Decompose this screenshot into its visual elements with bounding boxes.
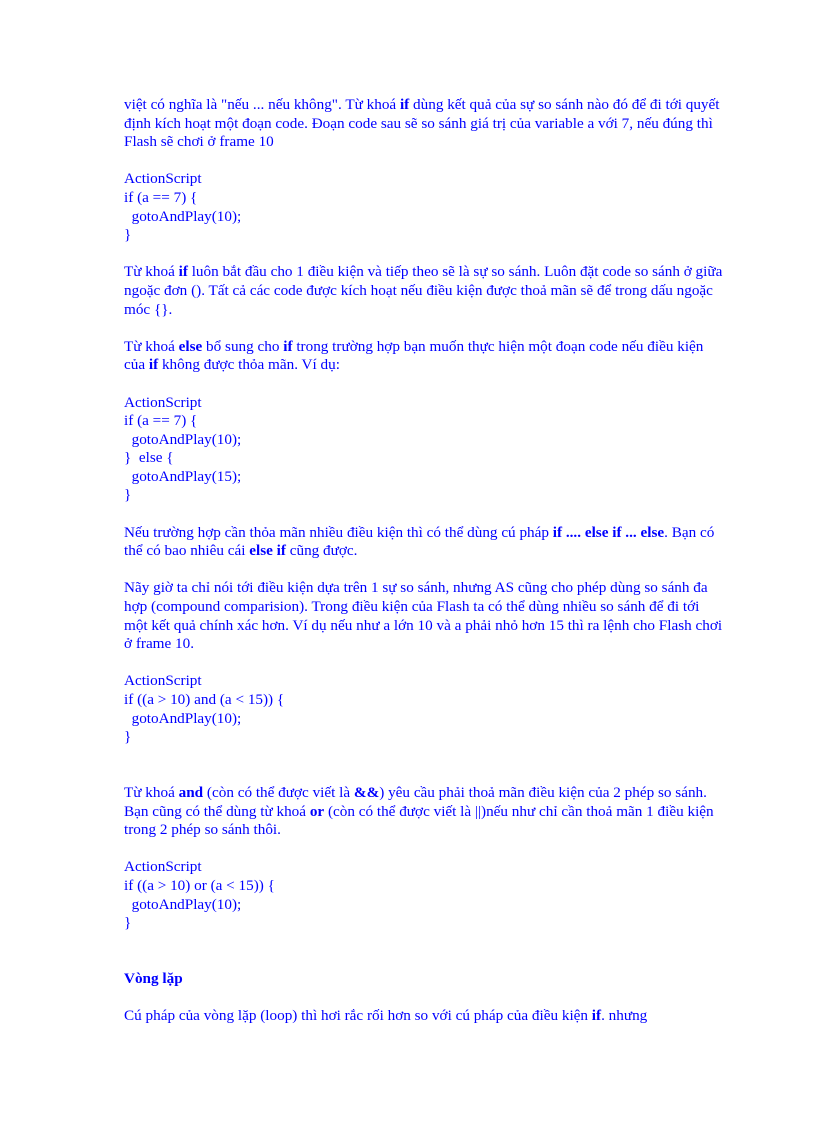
code-line: gotoAndPlay(10); <box>124 895 242 913</box>
code-line: if (a == 7) { <box>124 412 198 430</box>
code-block-4 <box>124 858 724 932</box>
document-body <box>124 96 724 1026</box>
keyword-bold: else <box>178 337 203 355</box>
text: cũng được. <box>285 542 358 560</box>
code-line: gotoAndPlay(10); <box>124 709 242 727</box>
keyword-bold: if <box>399 96 410 113</box>
code-line: gotoAndPlay(10); <box>124 207 242 225</box>
code-line: gotoAndPlay(10); <box>124 430 242 448</box>
paragraph-if-condition <box>124 263 724 319</box>
code-block-2 <box>124 394 724 506</box>
section-heading: Vòng lặp <box>124 969 183 987</box>
code-line: } else { <box>124 449 174 467</box>
code-line: } <box>124 914 132 932</box>
text: (còn có thể được viết là <box>203 783 354 801</box>
code-line: if ((a > 10) and (a < 15)) { <box>124 691 285 708</box>
text: (còn có thể được viết là ||)nếu như chỉ cần thoả mãn 1 điều kiện trong 2 phép so sánh thôi. <box>124 802 714 839</box>
text: Từ khoá <box>124 263 179 281</box>
code-line: ActionScript <box>124 170 202 188</box>
text: luôn bắt đầu cho 1 điều kiện và tiếp theo sẽ là sự so sánh. Luôn đặt code so sánh ở giữa ngoặc đơn (). Tất cả các code được kích hoạt nếu điều kiện được thoả mãn sẽ để trong dấu ngoặc móc {}. <box>124 263 723 318</box>
text: Nếu trường hợp cần thỏa mãn nhiều điều kiện thì có thể dùng cú pháp <box>124 523 553 541</box>
keyword-bold: if <box>591 1007 602 1025</box>
keyword-bold: if <box>283 337 293 355</box>
keyword-bold: and <box>178 783 204 801</box>
text: . Bạn có thể có bao nhiêu cái <box>124 523 715 560</box>
keyword-bold: && <box>353 783 380 801</box>
text: dùng kết quả của sự so sánh nào đó để đi tới quyết định kích hoạt một đoạn code. Đoạn code sau sẽ so sánh giá trị của variable a với 7, nếu đúng thì Flash sẽ chơi ở frame 10 <box>124 96 720 151</box>
keyword-bold: if <box>148 356 159 374</box>
text: bổ sung cho <box>202 337 284 355</box>
text: . nhưng <box>601 1007 648 1025</box>
code-line: if ((a > 10) or (a < 15)) { <box>124 876 275 894</box>
text: trong trường hợp bạn muốn thực hiện một đoạn code nếu điều kiện của <box>124 337 704 374</box>
paragraph-compound: Nãy giờ ta chỉ nói tới điều kiện dựa trên 1 sự so sánh, nhưng AS cũng cho phép dùng so sánh đa hợp (compound comparision). Trong điều kiện của Flash ta có thể dùng nhiều so sánh để đi tới một kết quả chính xác hơn. Ví dụ nếu như a lớn 10 và a phải nhỏ hơn 15 thì ra lệnh cho Flash chơi ở frame 10. <box>124 579 723 653</box>
code-block-3 <box>124 672 724 746</box>
keyword-bold: or <box>309 802 325 820</box>
code-line: } <box>124 486 132 504</box>
keyword-bold: else if <box>249 542 286 560</box>
text: ) yêu cầu phải thoả mãn điều kiện của 2 phép so sánh. Bạn cũng có thể dùng từ khoá <box>124 783 707 820</box>
paragraph-else <box>124 338 724 375</box>
paragraph-loop <box>124 1007 724 1026</box>
paragraph-else-if <box>124 524 724 561</box>
keyword-bold: if .... else if ... else <box>552 523 665 541</box>
code-block-1 <box>124 170 724 244</box>
text: Từ khoá <box>124 337 179 355</box>
text: việt có nghĩa là "nếu ... nếu không". Từ khoá <box>124 96 400 113</box>
paragraph-and-or <box>124 784 724 840</box>
code-line: } <box>124 728 132 746</box>
code-line: ActionScript <box>124 858 202 876</box>
paragraph-if-intro <box>124 96 724 152</box>
keyword-bold: if <box>178 263 188 281</box>
text: Từ khoá <box>124 783 179 801</box>
code-line: } <box>124 226 132 244</box>
text: Cú pháp của vòng lặp (loop) thì hơi rắc rối hơn so với cú pháp của điều kiện <box>124 1007 592 1025</box>
code-line: ActionScript <box>124 393 202 411</box>
code-line: ActionScript <box>124 672 202 690</box>
code-line: gotoAndPlay(15); <box>124 467 242 485</box>
code-line: if (a == 7) { <box>124 188 198 206</box>
text: không được thỏa mãn. Ví dụ: <box>158 356 340 374</box>
